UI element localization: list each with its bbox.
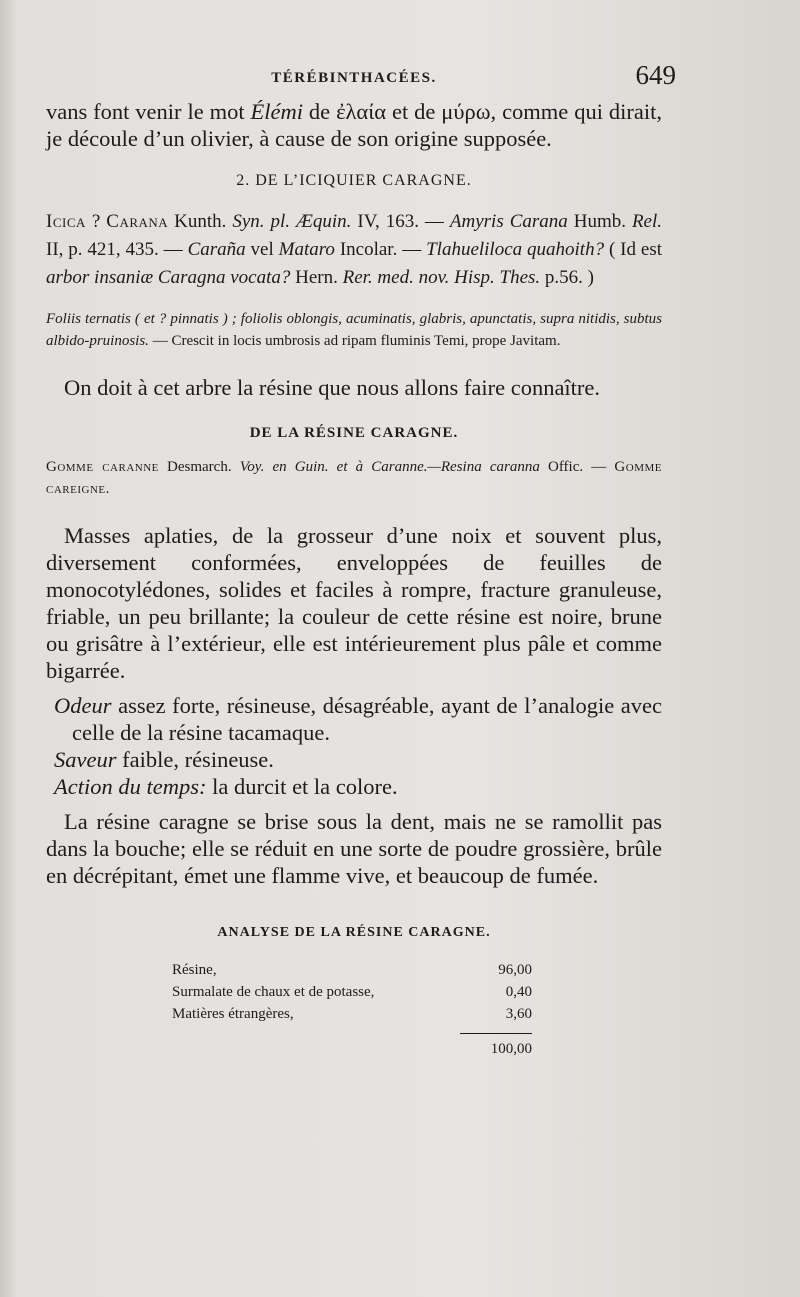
intro-text-3: et de <box>386 99 442 124</box>
analysis-title: ANALYSE DE LA RÉSINE CARAGNE. <box>217 925 491 940</box>
synonymy-run: Mataro <box>278 239 335 260</box>
synonymy-run: p.56. ) <box>540 267 594 288</box>
intro-paragraph <box>46 98 662 152</box>
resin-intro-paragraph: On doit à cet arbre la résine que nous allons faire connaître. <box>64 375 601 400</box>
property-text: faible, résineuse. <box>116 747 274 772</box>
intro-greek-2: μύρω <box>441 99 491 124</box>
running-title: TÉRÉBINTHACÉES. <box>271 70 437 86</box>
closing-paragraph: La résine caragne se brise sous la dent, mais ne se ramollit pas dans la bouche; elle se réduit en une sorte de poudre grossière, brûle en décrépitant, émet une flamme vive, et beaucoup de fumée. <box>46 809 662 888</box>
synonymy-run: Syn. pl. Æquin. <box>232 211 352 232</box>
intro-text-1: vans font venir le mot <box>46 99 251 124</box>
resin-synonymy-run: Voy. en Guin. et à Caranne.—Resina caranna <box>239 459 540 475</box>
total-rule <box>460 1033 532 1034</box>
running-head <box>46 60 676 98</box>
property-label: Odeur <box>54 693 112 718</box>
analysis-row <box>172 981 532 1003</box>
synonymy-run: arbor insaniæ Caragna vocata? <box>46 267 291 288</box>
property-text: la durcit et la colore. <box>206 774 398 799</box>
synonymy-run: Caraña <box>187 239 246 260</box>
resin-synonymy-run: Gomme careigne. <box>46 459 662 497</box>
analysis-row-label: Surmalate de chaux et de potasse, <box>172 984 375 1000</box>
intro-greek-1: ἐλαία <box>336 99 387 124</box>
synonymy-run: Kunth. <box>168 211 233 232</box>
intro-text-4: , comme qui dirait, je découle d’un olivier, à cause de son origine supposée. <box>46 99 662 151</box>
resin-heading: DE LA RÉSINE CARAGNE. <box>249 425 459 441</box>
property-label: Action du temps: <box>54 774 207 799</box>
analysis-row-label: Matières étrangères, <box>172 1006 294 1022</box>
synonymy-run: Hern. <box>290 267 343 288</box>
property-item <box>46 746 662 773</box>
synonymy-run: ? <box>85 211 107 232</box>
resin-synonymy-paragraph <box>46 456 662 500</box>
synonymy-run: ( Id est <box>604 239 663 260</box>
synonymy-run: Tlahueliloca quahoith? <box>426 239 605 260</box>
page-number: 649 <box>635 60 676 90</box>
synonymy-run: Carana <box>106 211 169 232</box>
analysis-total: 100,00 <box>490 1041 532 1057</box>
intro-elemi: Élémi <box>250 99 303 124</box>
intro-text-2: de <box>303 99 337 124</box>
properties-list <box>46 692 662 800</box>
synonymy-run: vel <box>245 239 279 260</box>
synonymy-paragraph <box>46 208 662 292</box>
description-paragraph <box>46 308 662 352</box>
synonymy-run: Rel. <box>631 211 663 232</box>
section-heading: 2. DE L’ICIQUIER CARAGNE. <box>236 172 472 189</box>
main-paragraph: Masses aplaties, de la grosseur d’une noix et souvent plus, diversement conformées, enveloppées de feuilles de monocotylédones, solides et faciles à rompre, fracture granuleuse, friable, un peu brillante; la couleur de cette résine est noire, brune ou grisâtre à l’extérieur, elle est intérieurement plus pâle et comme bigarrée. <box>46 523 662 683</box>
analysis-rows <box>172 959 532 1025</box>
property-item <box>46 692 662 746</box>
synonymy-run: Amyris Carana <box>449 211 568 232</box>
analysis-row-value: 96,00 <box>498 962 532 978</box>
synonymy-run: IV, 163. — <box>351 211 450 232</box>
synonymy-run: Incolar. — <box>334 239 427 260</box>
property-item <box>46 773 662 800</box>
description-run: Foliis ternatis ( et ? pinnatis ) ; foliolis oblongis, acuminatis, glabris, apunctatis, supra nitidis, subtus albido-pruinosis. <box>46 311 662 349</box>
synonymy-run: Icica <box>46 211 86 232</box>
synonymy-run: II, p. 421, 435. — <box>46 239 188 260</box>
analysis-row <box>172 959 532 981</box>
synonymy-run: Humb. <box>567 211 632 232</box>
property-text: assez forte, résineuse, désagréable, ayant de l’analogie avec celle de la résine tacamaque. <box>72 693 662 745</box>
resin-synonymy-run: Desmarch. <box>158 459 240 475</box>
analysis-row-value: 3,60 <box>505 1006 532 1022</box>
analysis-row <box>172 1003 532 1025</box>
resin-synonymy-run: Offic. — <box>539 459 615 475</box>
analysis-row-label: Résine, <box>172 962 217 978</box>
description-run: — Crescit in locis umbrosis ad ripam fluminis Temi, prope Javitam. <box>148 333 561 349</box>
analysis-row-value: 0,40 <box>505 984 532 1000</box>
synonymy-run: Rer. med. nov. Hisp. Thes. <box>342 267 541 288</box>
resin-synonymy-run: Gomme caranne <box>46 459 159 475</box>
property-label: Saveur <box>54 747 117 772</box>
analysis-table <box>172 959 532 1060</box>
